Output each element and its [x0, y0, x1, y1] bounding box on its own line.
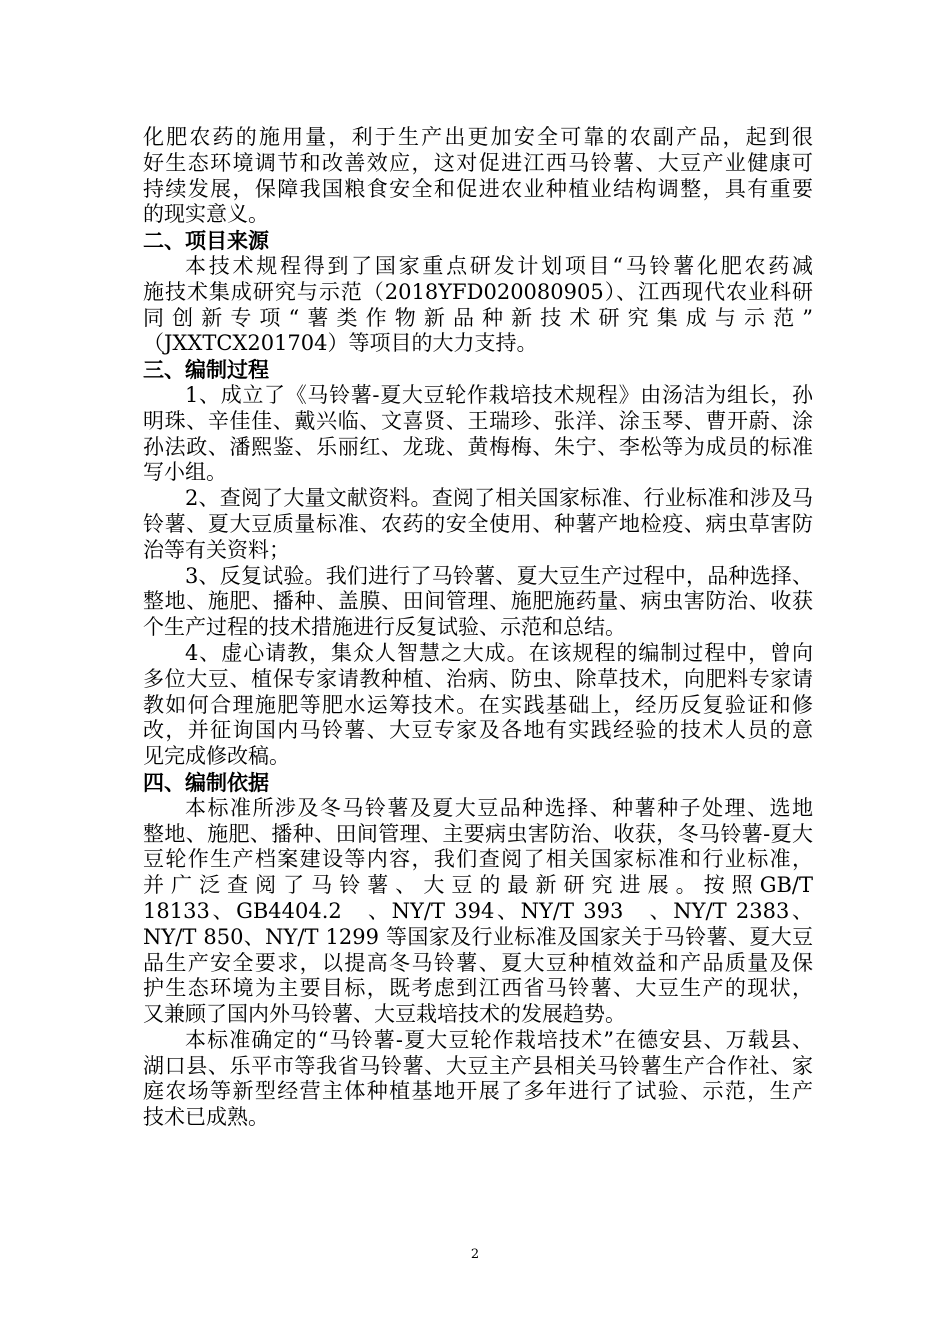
document-body [143, 125, 813, 1131]
text-line: 治等有关资料； [143, 537, 290, 562]
project-source-paragraph [143, 254, 813, 357]
text-line: 写小组。 [143, 460, 227, 485]
text-line: 的现实意义。 [143, 202, 269, 227]
text-line: 本标准所涉及冬马铃薯及夏大豆品种选择、种薯种子处理、选地 [185, 795, 813, 820]
text-line: 孙法政、潘熙鉴、乐丽红、龙珑、黄梅梅、朱宁、李松等为成员的标准 [143, 434, 813, 459]
text-line: 4、虚心请教，集众人智慧之大成。在该规程的编制过程中，曾向 [185, 640, 813, 665]
text-line: 好生态环境调节和改善效应，这对促进江西马铃薯、大豆产业健康可 [143, 150, 813, 175]
section-heading-project-source: 二、项目来源 [143, 228, 269, 254]
text-line: 技术已成熟。 [143, 1105, 269, 1130]
process-paragraph-3 [143, 564, 813, 641]
text-line: 教如何合理施肥等肥水运筹技术。在实践基础上，经历反复验证和修 [143, 692, 813, 717]
text-line: 品生产安全要求，以提高冬马铃薯、夏大豆种植效益和产品质量及保 [143, 950, 813, 975]
text-line: 豆轮作生产档案建设等内容，我们查阅了相关国家标准和行业标准， [143, 847, 813, 872]
text-line: 整地、施肥、播种、盖膜、田间管理、施肥施药量、病虫害防治、收获 [143, 589, 813, 614]
text-line: 个生产过程的技术措施进行反复试验、示范和总结。 [143, 615, 626, 640]
text-line: 2、查阅了大量文献资料。查阅了相关国家标准、行业标准和涉及马 [185, 486, 813, 511]
text-line: 并广泛查阅了马铃薯、大豆的最新研究进展。按照GB/T [143, 873, 813, 898]
text-line: 整地、施肥、播种、田间管理、主要病虫害防治、收获，冬马铃薯-夏大 [143, 821, 813, 846]
text-line: 同创新专项“薯类作物新品种新技术研究集成与示范” [143, 305, 813, 330]
text-line: 化肥农药的施用量，利于生产出更加安全可靠的农副产品，起到很 [143, 125, 813, 149]
text-line: NY/T 850、NY/T 1299 等国家及行业标准及国家关于马铃薯、夏大豆 [143, 924, 813, 949]
text-line: 明珠、辛佳佳、戴兴临、文喜贤、王瑞珍、张洋、涂玉琴、曹开蔚、涂 [143, 408, 813, 433]
basis-paragraph-2 [143, 1028, 813, 1131]
intro-paragraph [143, 125, 813, 228]
text-line: 持续发展，保障我国粮食安全和促进农业种植业结构调整，具有重要 [143, 176, 813, 201]
text-line: 护生态环境为主要目标，既考虑到江西省马铃薯、大豆生产的现状， [143, 976, 813, 1001]
text-line: 又兼顾了国内外马铃薯、大豆栽培技术的发展趋势。 [143, 1002, 626, 1027]
section-heading-process: 三、编制过程 [143, 357, 269, 383]
text-line: 18133、GB4404.2 、NY/T 394、NY/T 393 、NY/T 2383、 [143, 898, 813, 923]
text-line: 多位大豆、植保专家请教种植、治病、防虫、除草技术，向肥料专家请 [143, 666, 813, 691]
text-line: 改，并征询国内马铃薯、大豆专家及各地有实践经验的技术人员的意 [143, 718, 813, 743]
text-line: 庭农场等新型经营主体种植基地开展了多年进行了试验、示范，生产 [143, 1079, 813, 1104]
basis-paragraph-1 [143, 796, 813, 1028]
section-heading-basis: 四、编制依据 [143, 769, 269, 795]
process-paragraph-4 [143, 641, 813, 770]
text-line: 见完成修改稿。 [143, 744, 290, 769]
text-line: 湖口县、乐平市等我省马铃薯、大豆主产县相关马铃薯生产合作社、家 [143, 1053, 813, 1078]
process-paragraph-1 [143, 383, 813, 486]
text-line: 铃薯、夏大豆质量标准、农药的安全使用、种薯产地检疫、病虫草害防 [143, 511, 813, 536]
text-line: 本标准确定的“马铃薯-夏大豆轮作栽培技术”在德安县、万载县、 [185, 1027, 813, 1052]
text-line: 本技术规程得到了国家重点研发计划项目“马铃薯化肥农药减 [185, 253, 813, 278]
process-paragraph-2 [143, 486, 813, 563]
text-line: 施技术集成研究与示范（2018YFD020080905）、江西现代农业科研 [143, 279, 813, 304]
text-line: 1、成立了《马铃薯-夏大豆轮作栽培技术规程》由汤洁为组长，孙 [185, 382, 813, 407]
text-line: （JXXTCX201704）等项目的大力支持。 [143, 331, 538, 356]
text-line: 3、反复试验。我们进行了马铃薯、夏大豆生产过程中，品种选择、 [185, 563, 813, 588]
page-number: 2 [470, 1247, 480, 1262]
